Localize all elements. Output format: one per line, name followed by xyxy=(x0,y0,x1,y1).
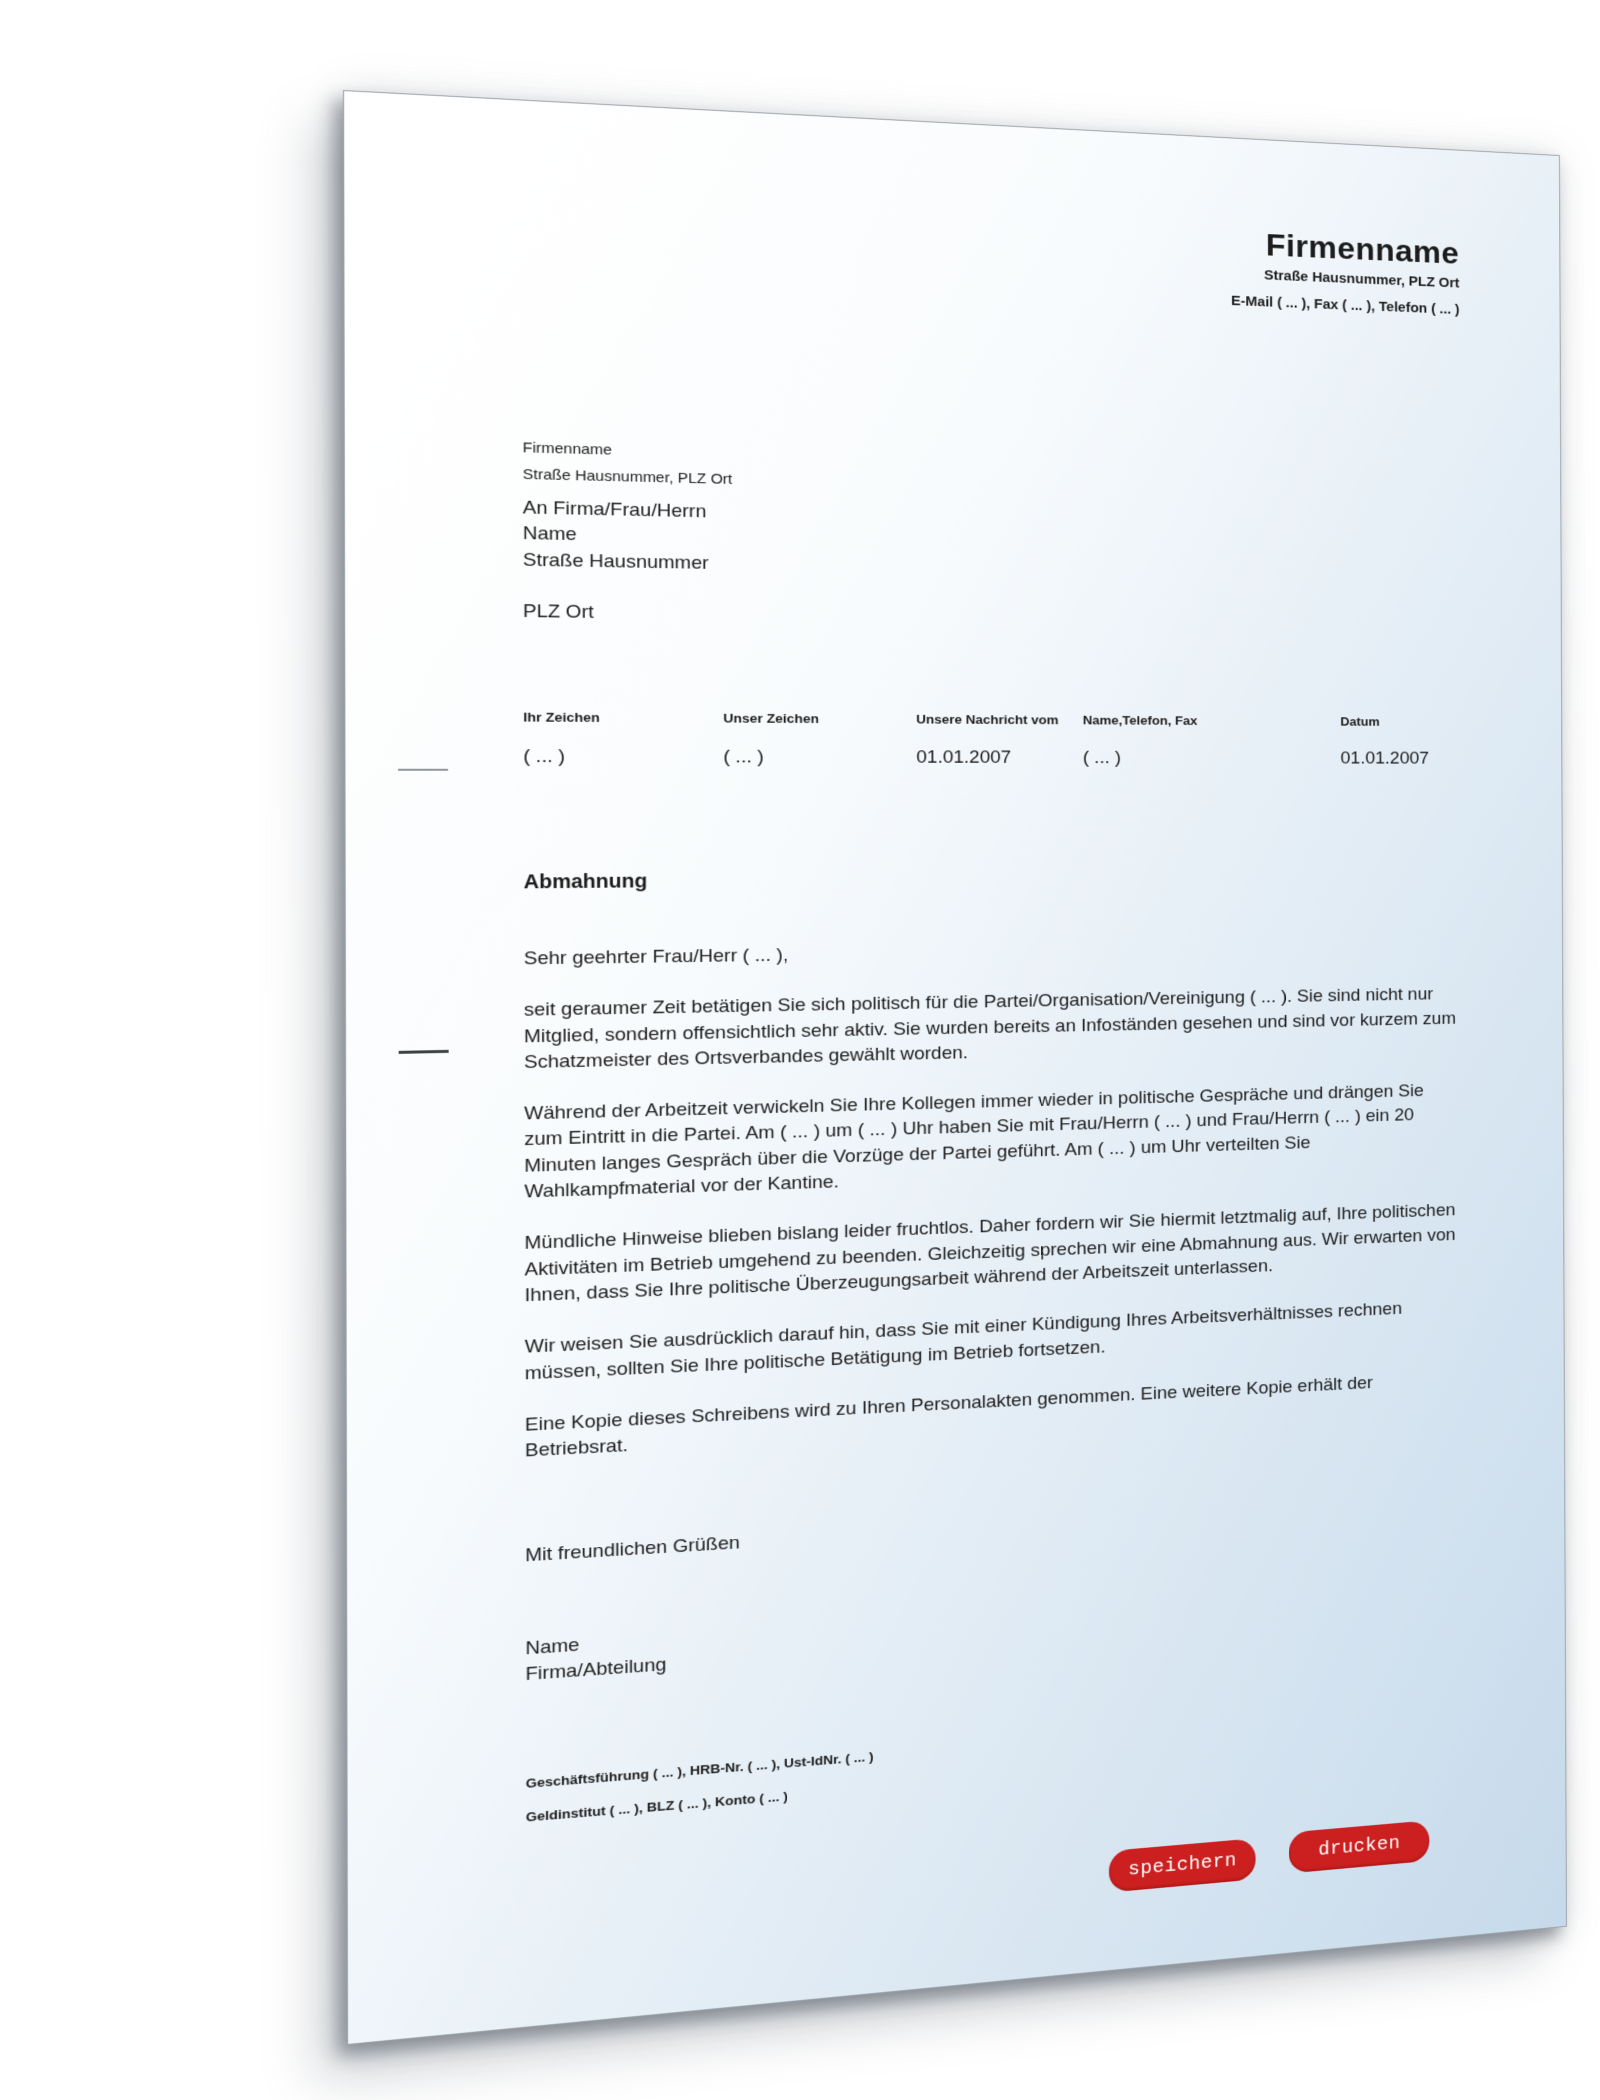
letter-sheet xyxy=(343,90,1567,2045)
letter-body xyxy=(524,935,1463,1491)
reference-value: 01.01.2007 xyxy=(1340,748,1430,769)
save-button[interactable]: speichern xyxy=(1109,1838,1256,1892)
letterhead-contact: E-Mail ( ... ), Fax ( ... ), Telefon ( ... ) xyxy=(1231,292,1460,318)
recipient-street: Straße Hausnummer xyxy=(522,549,709,574)
reference-label: Ihr Zeichen xyxy=(523,709,600,725)
letterhead-company: Firmenname xyxy=(1265,227,1460,272)
reference-col-unser-zeichen xyxy=(723,711,819,768)
body-paragraph: Während der Arbeitzeit verwickeln Sie Ihre Kollegen immer wieder in politische Gespräche und drängen Sie zum Eintritt in die Partei. Am ( ... ) um ( ... ) Uhr haben Sie mit Frau/Herrn ( ... ) und Frau/Herrn ( ... ) ein 20 Minuten langes Gespräch über die Vorzüge der Partei geführt. Am ( ... ) um Uhr verteilten Sie Wahlkampfmaterial vor der Kantine. xyxy=(524,1081,1424,1203)
reference-value: 01.01.2007 xyxy=(916,747,1012,768)
recipient-to-line: An Firma/Frau/Herrn xyxy=(522,497,707,523)
recipient-block xyxy=(523,436,733,629)
footer-registration-line: Geschäftsführung ( ... ), HRB-Nr. ( ... ), Ust-IdNr. ( ... ) xyxy=(525,1749,874,1791)
reference-row xyxy=(345,709,1561,799)
reference-value: ( ... ) xyxy=(723,746,764,768)
reference-label: Datum xyxy=(1340,714,1380,729)
reference-value: ( ... ) xyxy=(1082,747,1122,768)
letterhead-address: Straße Hausnummer, PLZ Ort xyxy=(1264,267,1460,292)
print-button[interactable]: drucken xyxy=(1289,1820,1430,1873)
body-paragraph: Wir weisen Sie ausdrücklich darauf hin, dass Sie mit einer Kündigung Ihres Arbeitsverhältnisses rechnen müssen, sollten Sie Ihre politische Betätigung im Betrieb fortsetzen. xyxy=(524,1299,1403,1384)
reference-value: ( ... ) xyxy=(523,746,566,767)
recipient-sender-line2: Straße Hausnummer, PLZ Ort xyxy=(522,465,733,488)
recipient-name: Name xyxy=(522,523,577,546)
closing-greeting: Mit freundlichen Grüßen xyxy=(525,1532,740,1567)
letterhead xyxy=(1231,227,1460,323)
reference-col-name-telefon-fax xyxy=(1083,713,1198,769)
body-paragraph: Eine Kopie dieses Schreibens wird zu Ihren Personalakten genommen. Eine weitere Kopie erhält der Betriebsrat. xyxy=(524,1373,1373,1462)
signature-name: Name xyxy=(525,1634,580,1660)
reference-col-datum xyxy=(1340,715,1429,770)
body-paragraph: seit geraumer Zeit betätigen Sie sich politisch für die Partei/Organisation/Vereinigung ( ... ). Sie sind nicht nur Mitglied, sondern offensichtlich sehr aktiv. Sie wurden bereits an Infoständen gesehen und sind vor kurzem zum Schatzmeister des Ortsverbandes gewählt worden. xyxy=(523,984,1456,1073)
reference-col-ihr-zeichen xyxy=(523,710,600,768)
reference-label: Unsere Nachricht vom xyxy=(916,712,1059,728)
body-paragraph: Mündliche Hinweise blieben bislang leider fruchtlos. Daher fordern wir Sie hiermit letztmalig auf, Ihre politischen Aktivitäten im Betrieb umgehend zu beenden. Gleichzeitig sprechen wir eine Abmahnung aus. Wir erwarten von Ihnen, dass Sie Ihre politische Überzeugungsarbeit während der Arbeitszeit unterlassen. xyxy=(524,1200,1456,1307)
reference-label: Unser Zeichen xyxy=(723,710,820,726)
reference-label: Name,Telefon, Fax xyxy=(1082,712,1198,728)
recipient-city: PLZ Ort xyxy=(522,601,594,624)
subject-line: Abmahnung xyxy=(523,870,648,894)
reference-col-nachricht-vom xyxy=(916,712,1059,769)
salutation: Sehr geehrter Frau/Herr ( ... ), xyxy=(523,945,789,970)
signature-department: Firma/Abteilung xyxy=(525,1654,667,1685)
recipient-sender-line1: Firmenname xyxy=(522,439,613,459)
footer-bank-line: Geldinstitut ( ... ), BLZ ( ... ), Konto ( ... ) xyxy=(525,1788,788,1825)
fold-mark xyxy=(398,769,448,771)
letter-footer xyxy=(526,1740,874,1834)
fold-mark xyxy=(399,1050,449,1054)
signature-block xyxy=(525,1627,666,1687)
